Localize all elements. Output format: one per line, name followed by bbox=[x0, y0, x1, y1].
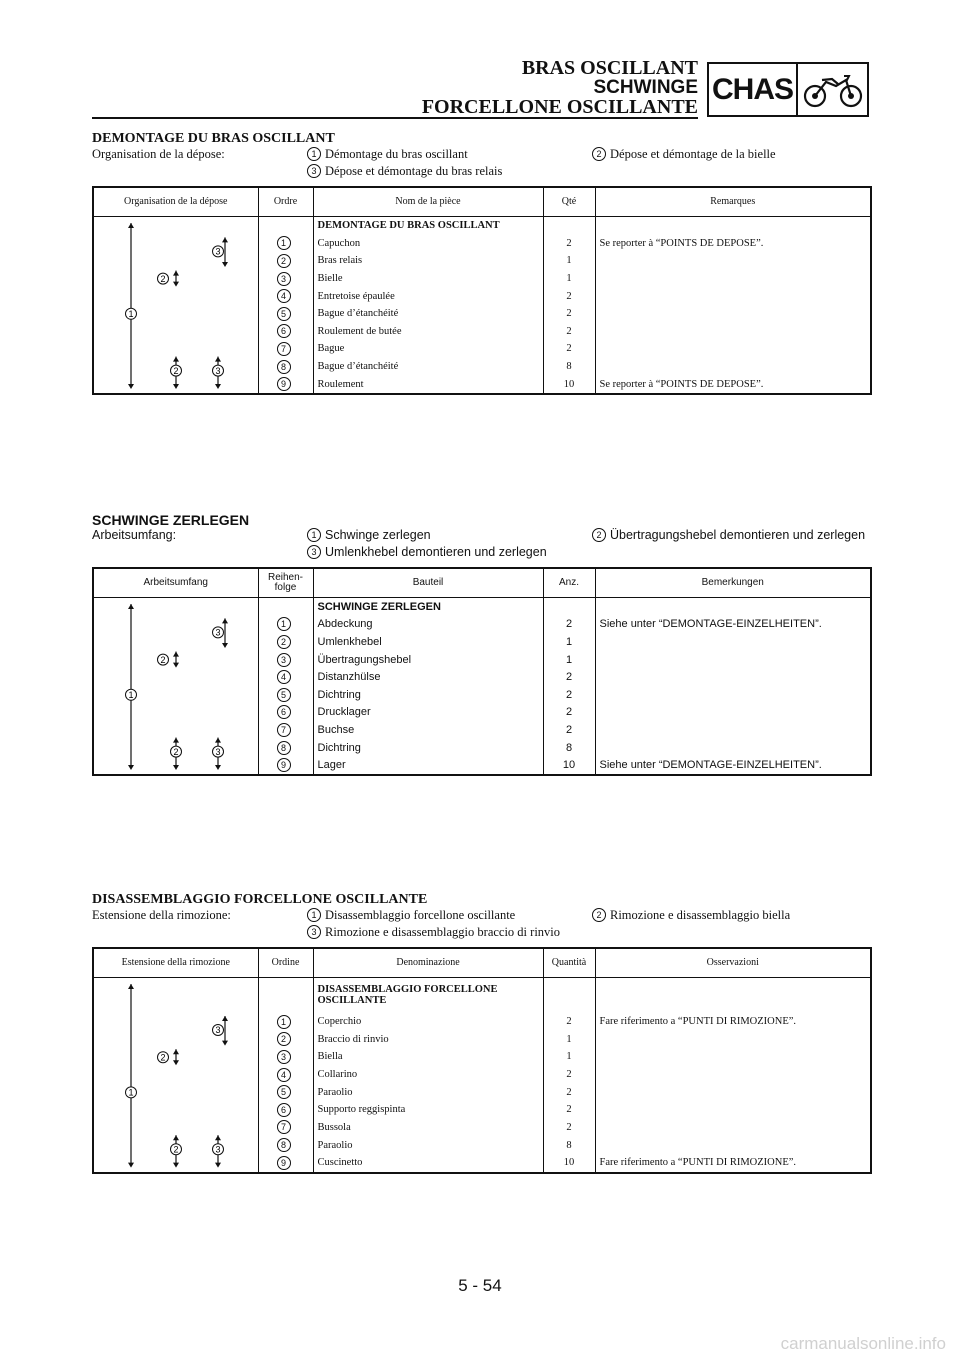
order-number-icon: 8 bbox=[277, 1138, 291, 1152]
column-header: Ordine bbox=[258, 948, 313, 978]
flow-arrow-1-head bbox=[128, 1163, 134, 1168]
part-name: Bague d’étanchéité bbox=[313, 305, 543, 323]
part-name: Supporto reggispinta bbox=[313, 1101, 543, 1119]
flow-label-3a-text: 3 bbox=[215, 627, 221, 638]
flow-arrow-3b-tail bbox=[215, 738, 221, 743]
part-name: Roulement de butée bbox=[313, 323, 543, 341]
order-number-icon: 1 bbox=[277, 236, 291, 250]
flow-label-2b-text: 2 bbox=[173, 746, 179, 757]
quantity: 1 bbox=[543, 651, 595, 669]
order-number-icon: 7 bbox=[277, 1120, 291, 1134]
column-header: Bauteil bbox=[313, 568, 543, 598]
scope-item-3: 3 Dépose et démontage du bras relais bbox=[307, 164, 502, 179]
flow-arrow-3b-head bbox=[215, 1163, 221, 1168]
order-number-icon: 7 bbox=[277, 723, 291, 737]
quantity: 2 bbox=[543, 1083, 595, 1101]
chapter-label: CHAS bbox=[709, 64, 798, 115]
quantity: 2 bbox=[543, 616, 595, 634]
order-number-icon: 3 bbox=[277, 653, 291, 667]
quantity: 2 bbox=[543, 1101, 595, 1119]
flow-arrow-2b-head bbox=[173, 1163, 179, 1168]
remark bbox=[595, 668, 871, 686]
part-name: Abdeckung bbox=[313, 616, 543, 634]
flow-arrow-3a-tail bbox=[222, 237, 228, 242]
order-number-icon: 9 bbox=[277, 1156, 291, 1170]
column-header: Remarques bbox=[595, 187, 871, 217]
scope-label: Organisation de la dépose: bbox=[92, 147, 225, 161]
scope-label: Arbeitsumfang: bbox=[92, 528, 177, 542]
part-name: Collarino bbox=[313, 1066, 543, 1084]
flow-label-1-text: 1 bbox=[128, 309, 134, 319]
remark bbox=[595, 305, 871, 323]
quantity: 1 bbox=[543, 633, 595, 651]
flow-arrow-3b-head bbox=[215, 765, 221, 770]
flow-arrows bbox=[94, 217, 259, 393]
watermark-footer: carmanualsonline.info bbox=[780, 1334, 946, 1353]
flow-label-1-text: 1 bbox=[128, 1087, 134, 1098]
column-header: Arbeitsumfang bbox=[93, 568, 258, 598]
flow-arrow-1-head bbox=[128, 765, 134, 770]
removal-scope bbox=[92, 908, 870, 944]
order-number-icon: 6 bbox=[277, 1103, 291, 1117]
part-name: Übertragungshebel bbox=[313, 651, 543, 669]
part-name: Bussola bbox=[313, 1119, 543, 1137]
flow-arrow-2a-tail bbox=[173, 1049, 179, 1054]
part-name: Bras relais bbox=[313, 252, 543, 270]
remark: Siehe unter “DEMONTAGE-EINZELHEITEN”. bbox=[595, 616, 871, 634]
page-header-titles bbox=[422, 58, 698, 117]
column-header: Qté bbox=[543, 187, 595, 217]
section-title: SCHWINGE ZERLEGEN bbox=[92, 512, 250, 528]
procedure-heading: SCHWINGE ZERLEGEN bbox=[313, 598, 543, 616]
flow-arrow-3b-head bbox=[215, 384, 221, 389]
remark bbox=[595, 1101, 871, 1119]
flow-arrow-3b-tail bbox=[215, 1135, 221, 1140]
column-header: Anz. bbox=[543, 568, 595, 598]
flow-arrow-2b-tail bbox=[173, 357, 179, 362]
quantity: 1 bbox=[543, 252, 595, 270]
remark: Siehe unter “DEMONTAGE-EINZELHEITEN”. bbox=[595, 756, 871, 775]
remark bbox=[595, 340, 871, 358]
order-number-icon: 6 bbox=[277, 705, 291, 719]
flow-arrow-2b-head bbox=[173, 765, 179, 770]
part-name: Dichtring bbox=[313, 686, 543, 704]
remark bbox=[595, 287, 871, 305]
motorcycle-icon bbox=[798, 64, 867, 115]
column-header: Ordre bbox=[258, 187, 313, 217]
column-header: Quantità bbox=[543, 948, 595, 978]
callout-2-icon: 2 bbox=[592, 528, 606, 542]
part-name: Paraolio bbox=[313, 1083, 543, 1101]
procedure-heading: DEMONTAGE DU BRAS OSCILLANT bbox=[313, 217, 543, 235]
flow-arrow-1-head bbox=[128, 384, 134, 389]
removal-sequence-diagram bbox=[93, 217, 258, 395]
removal-scope bbox=[92, 528, 870, 564]
scope-item-1: 1 Disassemblaggio forcellone oscillante bbox=[307, 908, 515, 923]
callout-3-icon: 3 bbox=[307, 545, 321, 559]
flow-arrow-2a-head bbox=[173, 663, 179, 668]
remark: Fare riferimento a “PUNTI DI RIMOZIONE”. bbox=[595, 1154, 871, 1173]
removal-sequence-diagram bbox=[93, 978, 258, 1173]
flow-label-2b-text: 2 bbox=[173, 365, 179, 376]
flow-label-2a-text: 2 bbox=[160, 654, 166, 665]
flow-arrow-2a-tail bbox=[173, 652, 179, 657]
removal-sequence-diagram bbox=[93, 598, 258, 776]
flow-arrows bbox=[94, 978, 259, 1172]
section-german bbox=[92, 512, 870, 772]
scope-item-2: 2 Rimozione e disassemblaggio biella bbox=[592, 908, 790, 923]
parts-table bbox=[92, 947, 872, 1174]
chapter-badge bbox=[707, 62, 869, 117]
quantity: 2 bbox=[543, 1013, 595, 1031]
quantity: 10 bbox=[543, 1154, 595, 1173]
part-name: Biella bbox=[313, 1048, 543, 1066]
removal-scope bbox=[92, 147, 870, 183]
quantity: 2 bbox=[543, 235, 595, 253]
quantity: 2 bbox=[543, 340, 595, 358]
remark bbox=[595, 633, 871, 651]
remark bbox=[595, 686, 871, 704]
order-number-icon: 1 bbox=[277, 1015, 291, 1029]
remark: Se reporter à “POINTS DE DEPOSE”. bbox=[595, 235, 871, 253]
flow-arrow-2a-head bbox=[173, 1060, 179, 1065]
parts-table bbox=[92, 567, 872, 776]
flow-label-2a-text: 2 bbox=[160, 1052, 166, 1063]
flow-label-2b-text: 2 bbox=[173, 1144, 179, 1155]
quantity: 1 bbox=[543, 1048, 595, 1066]
quantity: 10 bbox=[543, 756, 595, 775]
scope-item-3: 3 Rimozione e disassemblaggio braccio di rinvio bbox=[307, 925, 560, 940]
order-number-icon: 1 bbox=[277, 617, 291, 631]
part-name: Roulement bbox=[313, 375, 543, 394]
remark bbox=[595, 1066, 871, 1084]
title-italian: FORCELLONE OSCILLANTE bbox=[421, 96, 698, 118]
part-name: Lager bbox=[313, 756, 543, 775]
callout-1-icon: 1 bbox=[307, 147, 321, 161]
quantity: 2 bbox=[543, 686, 595, 704]
scope-item-1: 1 Schwinge zerlegen bbox=[307, 528, 431, 542]
quantity: 8 bbox=[543, 739, 595, 757]
quantity: 1 bbox=[543, 1030, 595, 1048]
flow-arrow-3a-head bbox=[222, 643, 228, 648]
quantity: 2 bbox=[543, 287, 595, 305]
order-number-icon: 5 bbox=[277, 307, 291, 321]
order-number-icon: 9 bbox=[277, 758, 291, 772]
parts-table bbox=[92, 186, 872, 395]
part-name: Drucklager bbox=[313, 704, 543, 722]
flow-arrow-1-tail bbox=[128, 604, 134, 609]
order-number-icon: 4 bbox=[277, 670, 291, 684]
order-number-icon: 8 bbox=[277, 360, 291, 374]
remark: Se reporter à “POINTS DE DEPOSE”. bbox=[595, 375, 871, 394]
part-name: Capuchon bbox=[313, 235, 543, 253]
order-number-icon: 4 bbox=[277, 289, 291, 303]
flow-arrow-2a-tail bbox=[173, 271, 179, 276]
flow-label-3a-text: 3 bbox=[215, 1025, 221, 1036]
scope-item-2: 2 Übertragungshebel demontieren und zerlegen bbox=[592, 528, 865, 542]
title-german: SCHWINGE bbox=[593, 77, 698, 98]
column-header: Denominazione bbox=[313, 948, 543, 978]
quantity: 2 bbox=[543, 668, 595, 686]
remark bbox=[595, 252, 871, 270]
scope-label: Estensione della rimozione: bbox=[92, 908, 231, 922]
title-french: BRAS OSCILLANT bbox=[521, 57, 698, 79]
flow-arrow-3a-tail bbox=[222, 618, 228, 623]
callout-3-icon: 3 bbox=[307, 925, 321, 939]
callout-2-icon: 2 bbox=[592, 908, 606, 922]
flow-label-3b-text: 3 bbox=[215, 746, 221, 757]
flow-arrow-2b-tail bbox=[173, 738, 179, 743]
flow-arrows bbox=[94, 598, 259, 774]
quantity: 8 bbox=[543, 1136, 595, 1154]
remark bbox=[595, 704, 871, 722]
part-name: Paraolio bbox=[313, 1136, 543, 1154]
quantity: 2 bbox=[543, 1066, 595, 1084]
order-number-icon: 8 bbox=[277, 741, 291, 755]
order-number-icon: 4 bbox=[277, 1068, 291, 1082]
part-name: Entretoise épaulée bbox=[313, 287, 543, 305]
scope-item-3: 3 Umlenkhebel demontieren und zerlegen bbox=[307, 545, 547, 559]
remark bbox=[595, 1136, 871, 1154]
remark bbox=[595, 1030, 871, 1048]
flow-label-3b-text: 3 bbox=[215, 365, 221, 376]
section-italian bbox=[92, 892, 870, 1169]
flow-label-1-text: 1 bbox=[128, 690, 134, 700]
flow-arrow-3b-tail bbox=[215, 357, 221, 362]
flow-label-3b-text: 3 bbox=[215, 1144, 221, 1155]
order-number-icon: 3 bbox=[277, 1050, 291, 1064]
remark: Fare riferimento a “PUNTI DI RIMOZIONE”. bbox=[595, 1013, 871, 1031]
remark bbox=[595, 270, 871, 288]
part-name: Umlenkhebel bbox=[313, 633, 543, 651]
quantity: 1 bbox=[543, 270, 595, 288]
remark bbox=[595, 358, 871, 376]
order-number-icon: 5 bbox=[277, 1085, 291, 1099]
section-title: DEMONTAGE DU BRAS OSCILLANT bbox=[92, 131, 335, 146]
header-rule bbox=[92, 117, 698, 119]
flow-arrow-2a-head bbox=[173, 282, 179, 287]
remark bbox=[595, 323, 871, 341]
column-header: Bemerkungen bbox=[595, 568, 871, 598]
callout-2-icon: 2 bbox=[592, 147, 606, 161]
flow-arrow-3a-tail bbox=[222, 1016, 228, 1021]
part-name: Braccio di rinvio bbox=[313, 1030, 543, 1048]
part-name: Cuscinetto bbox=[313, 1154, 543, 1173]
flow-arrow-3a-head bbox=[222, 262, 228, 267]
scope-item-2: 2 Dépose et démontage de la bielle bbox=[592, 147, 776, 162]
column-header: Nom de la pièce bbox=[313, 187, 543, 217]
part-name: Coperchio bbox=[313, 1013, 543, 1031]
callout-1-icon: 1 bbox=[307, 528, 321, 542]
order-number-icon: 6 bbox=[277, 324, 291, 338]
quantity: 8 bbox=[543, 358, 595, 376]
order-number-icon: 9 bbox=[277, 377, 291, 391]
column-header: Reihen- folge bbox=[258, 568, 313, 598]
part-name: Buchse bbox=[313, 721, 543, 739]
flow-arrow-2b-tail bbox=[173, 1135, 179, 1140]
flow-label-2a-text: 2 bbox=[160, 273, 166, 284]
flow-arrow-3a-head bbox=[222, 1041, 228, 1046]
quantity: 2 bbox=[543, 305, 595, 323]
page-number: 5 - 54 bbox=[458, 1276, 502, 1295]
column-header: Osservazioni bbox=[595, 948, 871, 978]
quantity: 2 bbox=[543, 721, 595, 739]
remark bbox=[595, 739, 871, 757]
part-name: Bague d’étanchéité bbox=[313, 358, 543, 376]
part-name: Bague bbox=[313, 340, 543, 358]
part-name: Dichtring bbox=[313, 739, 543, 757]
quantity: 10 bbox=[543, 375, 595, 394]
section-title: DISASSEMBLAGGIO FORCELLONE OSCILLANTE bbox=[92, 892, 428, 907]
quantity: 2 bbox=[543, 323, 595, 341]
remark bbox=[595, 651, 871, 669]
column-header: Estensione della rimozione bbox=[93, 948, 258, 978]
part-name: Distanzhülse bbox=[313, 668, 543, 686]
part-name: Bielle bbox=[313, 270, 543, 288]
order-number-icon: 2 bbox=[277, 1032, 291, 1046]
flow-label-3a-text: 3 bbox=[215, 246, 221, 257]
remark bbox=[595, 1119, 871, 1137]
quantity: 2 bbox=[543, 704, 595, 722]
procedure-heading: DISASSEMBLAGGIO FORCELLONE OSCILLANTE bbox=[313, 978, 543, 1013]
section-french bbox=[92, 131, 870, 390]
quantity: 2 bbox=[543, 1119, 595, 1137]
remark bbox=[595, 1083, 871, 1101]
order-number-icon: 2 bbox=[277, 254, 291, 268]
order-number-icon: 5 bbox=[277, 688, 291, 702]
column-header: Organisation de la dépose bbox=[93, 187, 258, 217]
callout-3-icon: 3 bbox=[307, 164, 321, 178]
flow-arrow-1-tail bbox=[128, 984, 134, 989]
order-number-icon: 2 bbox=[277, 635, 291, 649]
order-number-icon: 3 bbox=[277, 272, 291, 286]
order-number-icon: 7 bbox=[277, 342, 291, 356]
scope-item-1: 1 Démontage du bras oscillant bbox=[307, 147, 468, 162]
remark bbox=[595, 721, 871, 739]
flow-arrow-2b-head bbox=[173, 384, 179, 389]
callout-1-icon: 1 bbox=[307, 908, 321, 922]
remark bbox=[595, 1048, 871, 1066]
flow-arrow-1-tail bbox=[128, 223, 134, 228]
